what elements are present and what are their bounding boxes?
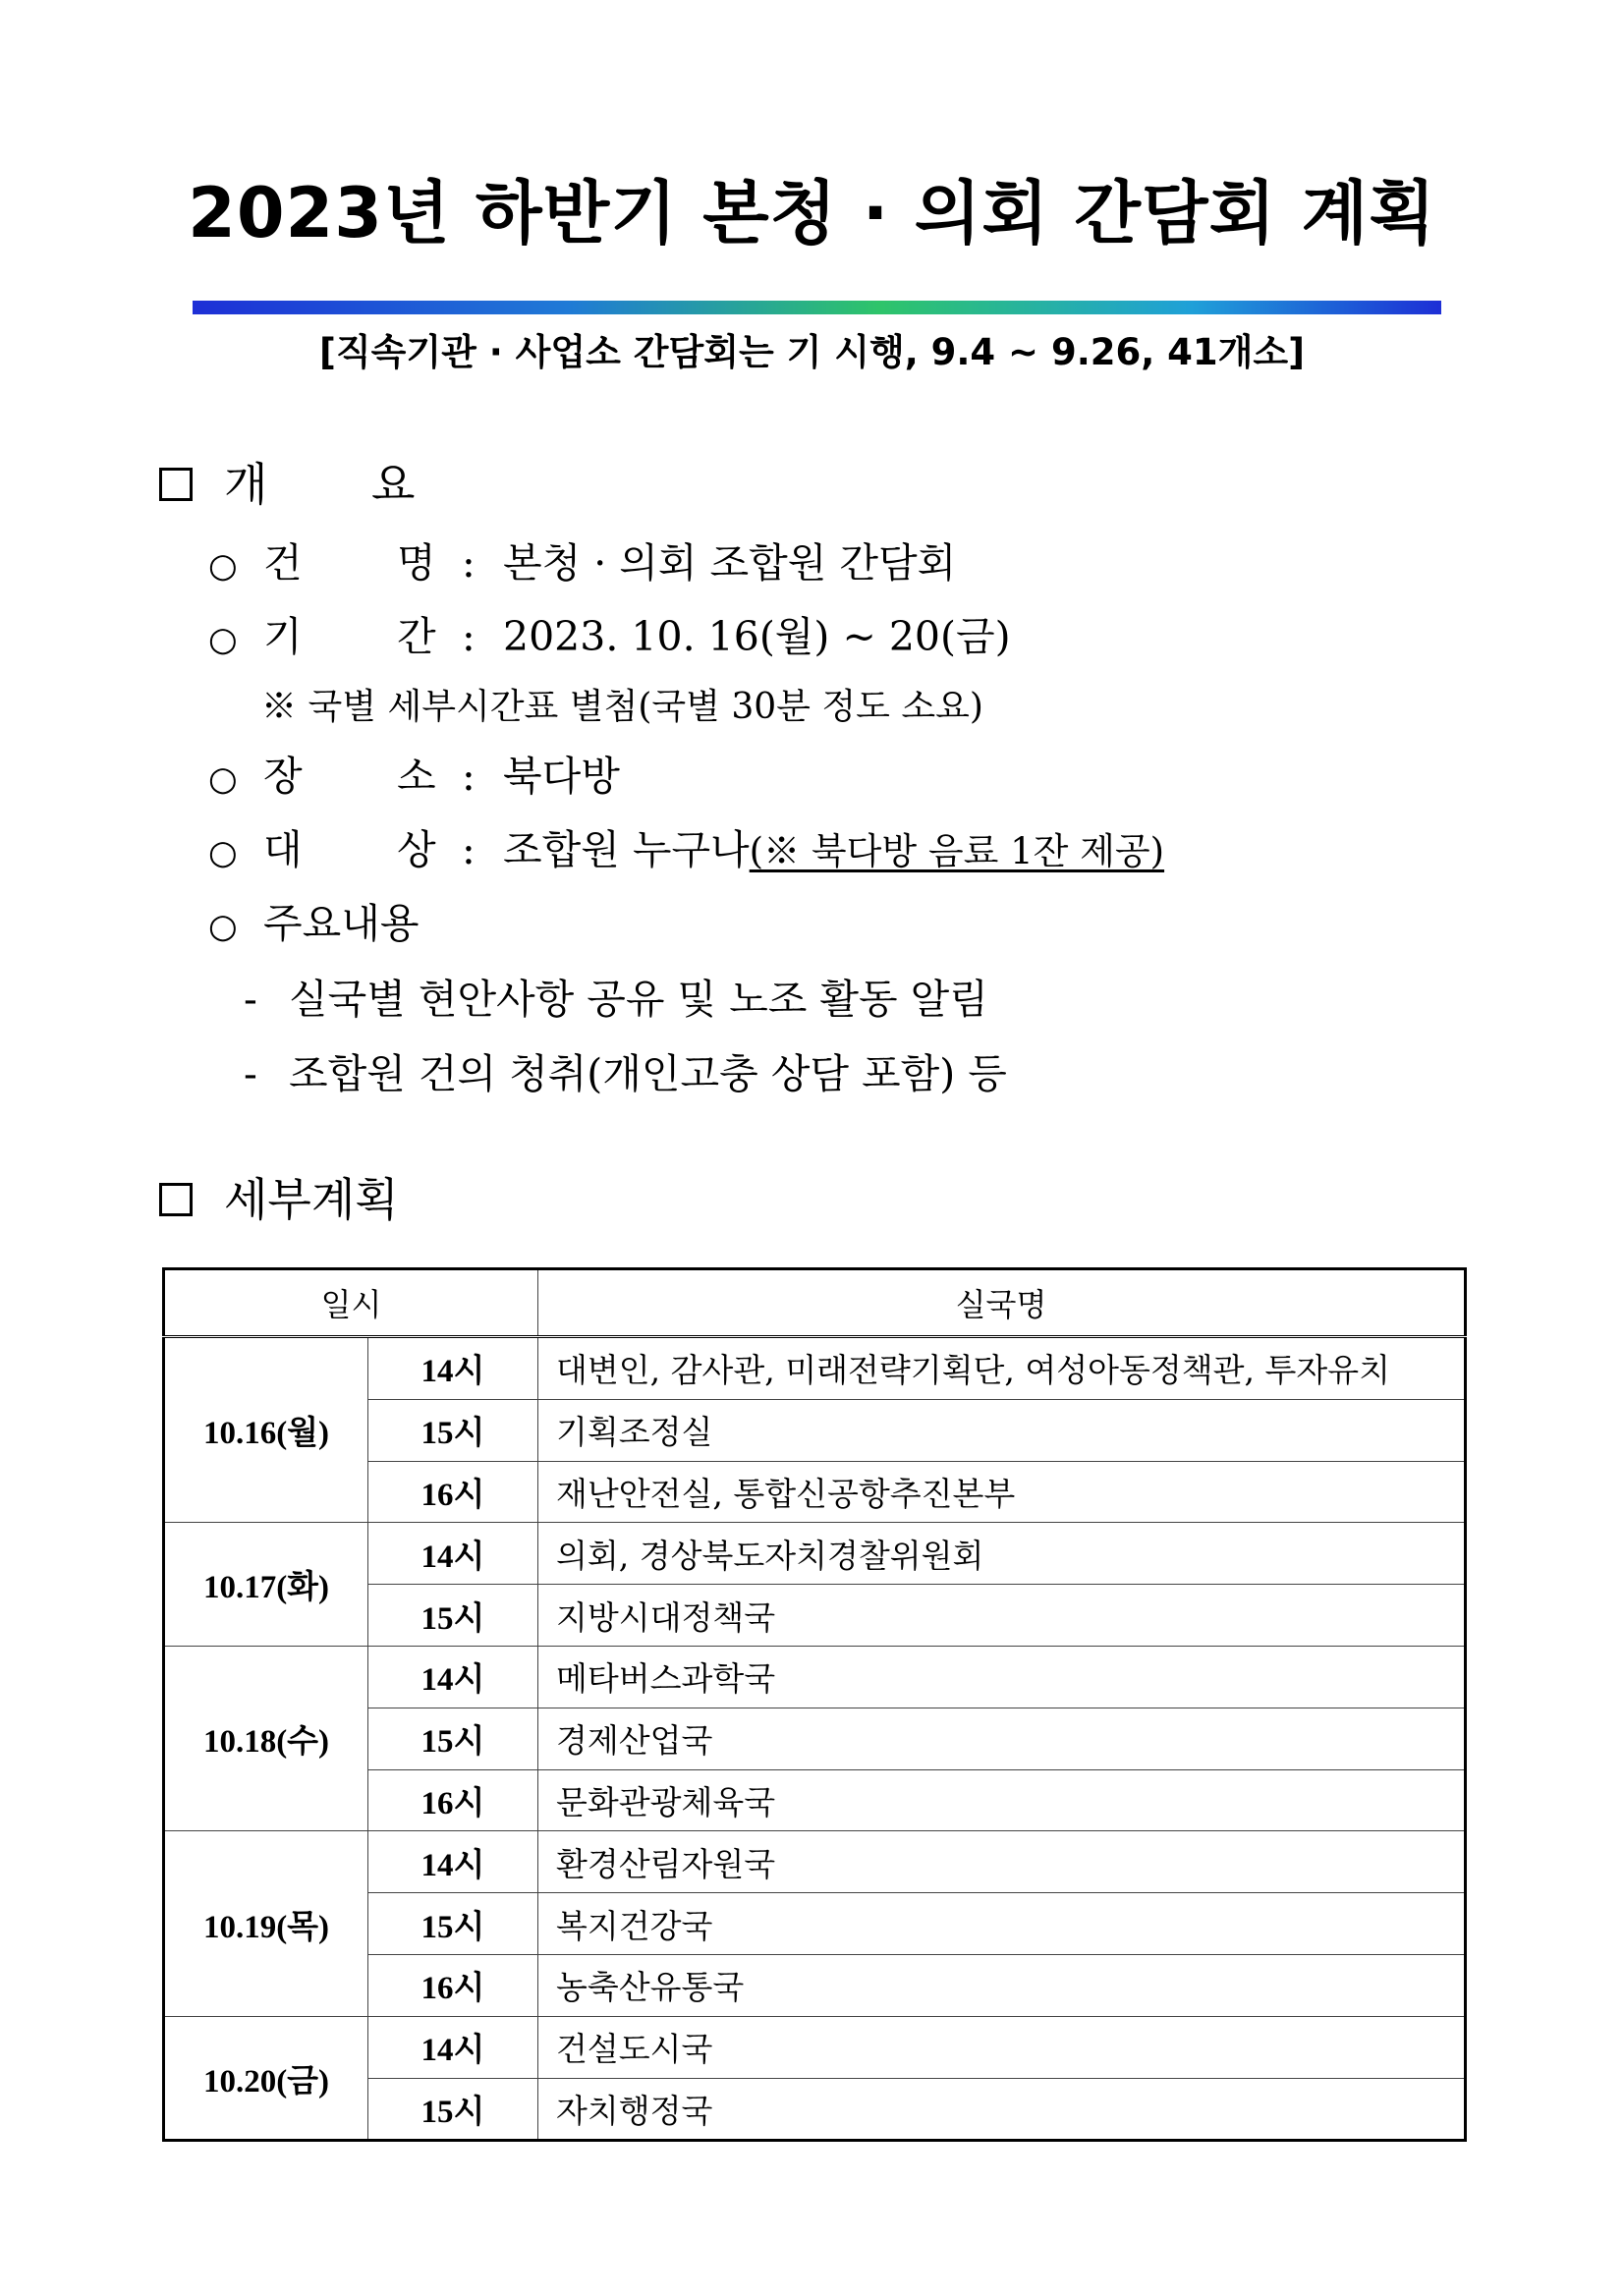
section-plan-heading: 세부계획 [159,1177,399,1222]
overview-value: 2023. 10. 16(월) ~ 20(금) [503,613,1011,660]
overview-value-underlined: (※ 북다방 음료 1잔 제공) [749,830,1165,872]
header-dept: 실국명 [538,1269,1466,1337]
date-cell: 10.17(화) [164,1523,368,1647]
dept-cell: 건설도시국 [538,2016,1466,2078]
overview-value: 본청 · 의회 조합원 간담회 [503,539,957,587]
dash-bullet: - [244,976,257,1023]
time-cell: 14시 [368,1337,538,1400]
overview-item-contents [208,900,420,947]
overview-item-place: ○ 장 소 : 북다방 [208,753,620,800]
contents-item: - 조합원 건의 청취(개인고충 상담 포함) 등 [244,1050,1007,1097]
title-gradient-bar [193,301,1441,314]
table-row [164,1523,1466,1585]
overview-item-target: ○ 대 상 : 조합원 누구나 (※ 북다방 음료 1잔 제공) [208,826,1165,873]
date-cell: 10.16(월) [164,1337,368,1523]
overview-heading-a: 개 [224,458,268,511]
schedule-table [162,1267,1467,2142]
dept-cell: 농축산유통국 [538,1954,1466,2016]
time-cell: 16시 [368,1461,538,1523]
dept-cell: 복지건강국 [538,1893,1466,1955]
time-cell: 14시 [368,1831,538,1893]
table-row [164,1337,1466,1400]
overview-item-name: ○ 건 명 : 본청 · 의회 조합원 간담회 [208,539,957,587]
contents-item: - 실국별 현안사항 공유 및 노조 활동 알림 [244,976,988,1023]
table-row [164,1831,1466,1893]
time-cell: 15시 [368,1893,538,1955]
dept-cell: 지방시대정책국 [538,1585,1466,1647]
date-cell: 10.18(수) [164,1646,368,1830]
dept-cell: 재난안전실, 통합신공항추진본부 [538,1461,1466,1523]
dept-cell: 기획조정실 [538,1399,1466,1461]
circle-bullet-icon: ○ [208,907,238,946]
dept-cell: 자치행정국 [538,2078,1466,2141]
overview-heading-b: 요 [371,458,416,511]
circle-bullet-icon: ○ [208,546,238,586]
dept-cell: 의회, 경상북도자치경찰위원회 [538,1523,1466,1585]
table-row [164,1646,1466,1708]
dept-cell: 환경산림자원국 [538,1831,1466,1893]
table-header-row [164,1269,1466,1337]
header-datetime: 일시 [164,1269,538,1337]
circle-bullet-icon: ○ [208,620,238,659]
time-cell: 15시 [368,1399,538,1461]
time-cell: 16시 [368,1769,538,1831]
time-cell: 15시 [368,1708,538,1769]
overview-value: 북다방 [503,753,620,800]
overview-note: ※ 국별 세부시간표 별첨(국별 30분 정도 소요) [261,687,983,727]
time-cell: 14시 [368,1523,538,1585]
overview-item-period: ○ 기 간 : 2023. 10. 16(월) ~ 20(금) [208,613,1011,660]
overview-value: 조합원 누구나 [503,826,750,873]
dept-cell: 경제산업국 [538,1708,1466,1769]
date-cell: 10.19(목) [164,1831,368,2016]
circle-bullet-icon: ○ [208,759,238,799]
time-cell: 15시 [368,2078,538,2141]
dept-cell: 문화관광체육국 [538,1769,1466,1831]
time-cell: 14시 [368,2016,538,2078]
square-bullet-icon [159,1183,193,1216]
dash-bullet: - [244,1050,257,1097]
section-overview-heading [159,458,416,511]
dept-cell: 메타버스과학국 [538,1646,1466,1708]
time-cell: 16시 [368,1954,538,2016]
circle-bullet-icon: ○ [208,833,238,872]
square-bullet-icon [159,468,193,501]
dept-cell: 대변인, 감사관, 미래전략기획단, 여성아동정책관, 투자유치 [538,1337,1466,1400]
table-row [164,2016,1466,2078]
date-cell: 10.20(금) [164,2016,368,2141]
document-subtitle: [직속기관 · 사업소 간담회는 기 시행, 9.4 ~ 9.26, 41개소] [318,331,1306,373]
document-title: 2023년 하반기 본청 · 의회 간담회 계획 [188,173,1436,253]
time-cell: 15시 [368,1585,538,1647]
time-cell: 14시 [368,1646,538,1708]
contents-label: 주요내용 [263,900,420,947]
